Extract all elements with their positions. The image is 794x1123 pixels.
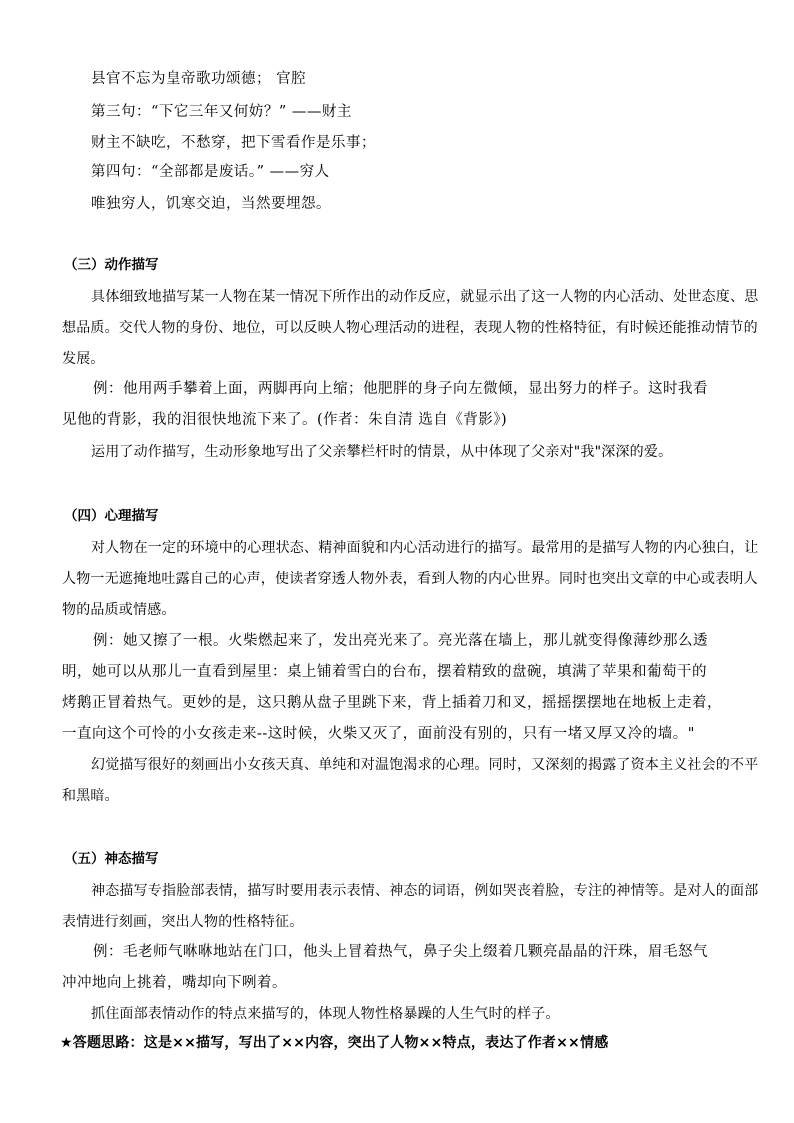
example-text: 明，她可以从那儿一直看到屋里：桌上铺着雪白的台布，摆着精致的盘碗，填满了苹果和葡萄干的 <box>62 664 707 680</box>
analysis-text: 和黑暗。 <box>62 788 119 804</box>
example-text: 例：毛老师气咻咻地站在门口，他头上冒着热气，鼻子尖上缀着几颗亮晶晶的汗珠，眉毛怒气 <box>93 944 708 960</box>
intro-line: 第三句：“下它三年又何妨？” ——财主 <box>91 104 352 120</box>
section-description: 具体细致地描写某一人物在某一情况下所作出的动作反应，就显示出了这一人物的内心活动、处世态度、思 <box>91 289 759 305</box>
example-text: 例：他用两手攀着上面，两脚再向上缩；他肥胖的身子向左微倾，显出努力的样子。这时我看 <box>93 381 708 397</box>
section-heading: （五）神态描写 <box>64 851 159 867</box>
example-text: 烤鹅正冒着热气。更妙的是，这只鹅从盘子里跳下来，背上插着刀和叉，摇摇摆摆地在地板上走着， <box>62 695 722 711</box>
section-heading: （四）心理描写 <box>64 508 159 524</box>
analysis-text: 抓住面部表情动作的特点来描写的，体现人物性格暴躁的人生气时的样子。 <box>91 1006 560 1022</box>
intro-line: 唯独穷人，饥寒交迫，当然要埋怨。 <box>91 196 331 212</box>
section-description: 想品质。交代人物的身份、地位，可以反映人物心理活动的进程，表现人物的性格特征，有时候还能推动情节的 <box>62 320 758 336</box>
example-text: 一直向这个可怜的小女孩走来--这时候，火柴又灭了，面前没有别的，只有一堵又厚又冷的墙。" <box>62 726 695 742</box>
section-description: 人物一无遮掩地吐露自己的心声，使读者穿透人物外表，看到人物的内心世界。同时也突出文章的中心或表明人 <box>62 571 758 587</box>
section-heading: （三）动作描写 <box>64 257 159 273</box>
analysis-text: 运用了动作描写，生动形象地写出了父亲攀栏杆时的情景，从中体现了父亲对"我"深深的爱。 <box>91 444 673 460</box>
intro-line: 第四句：“全部都是废话。” ——穷人 <box>91 164 330 180</box>
answer-tip: ★答题思路：这是××描写，写出了××内容，突出了人物××特点，表达了作者××情感 <box>60 1035 609 1051</box>
section-description: 表情进行刻画，突出人物的性格特征。 <box>62 914 304 930</box>
intro-line: 财主不缺吃，不愁穿，把下雪看作是乐事； <box>91 135 376 151</box>
example-text: 冲冲地向上挑着，嘴却向下咧着。 <box>62 975 287 991</box>
example-text: 例：她又擦了一根。火柴燃起来了，发出亮光来了。亮光落在墙上，那儿就变得像薄纱那么透 <box>93 633 708 649</box>
section-description: 物的品质或情感。 <box>62 602 176 618</box>
section-description: 发展。 <box>62 351 105 367</box>
example-text: 见他的背影，我的泪很快地流下来了。(作者：朱自清 选自《背影》) <box>62 412 508 428</box>
analysis-text: 幻觉描写很好的刻画出小女孩天真、单纯和对温饱渴求的心理。同时，又深刻的揭露了资本主义社会的不平 <box>91 757 759 773</box>
intro-line: 县官不忘为皇帝歌功颂德； 官腔 <box>91 71 307 87</box>
section-description: 神态描写专指脸部表情，描写时要用表示表情、神态的词语，例如哭丧着脸，专注的神情等。是对人的面部 <box>91 883 759 899</box>
section-description: 对人物在一定的环境中的心理状态、精神面貌和内心活动进行的描写。最常用的是描写人物的内心独白，让 <box>91 540 759 556</box>
